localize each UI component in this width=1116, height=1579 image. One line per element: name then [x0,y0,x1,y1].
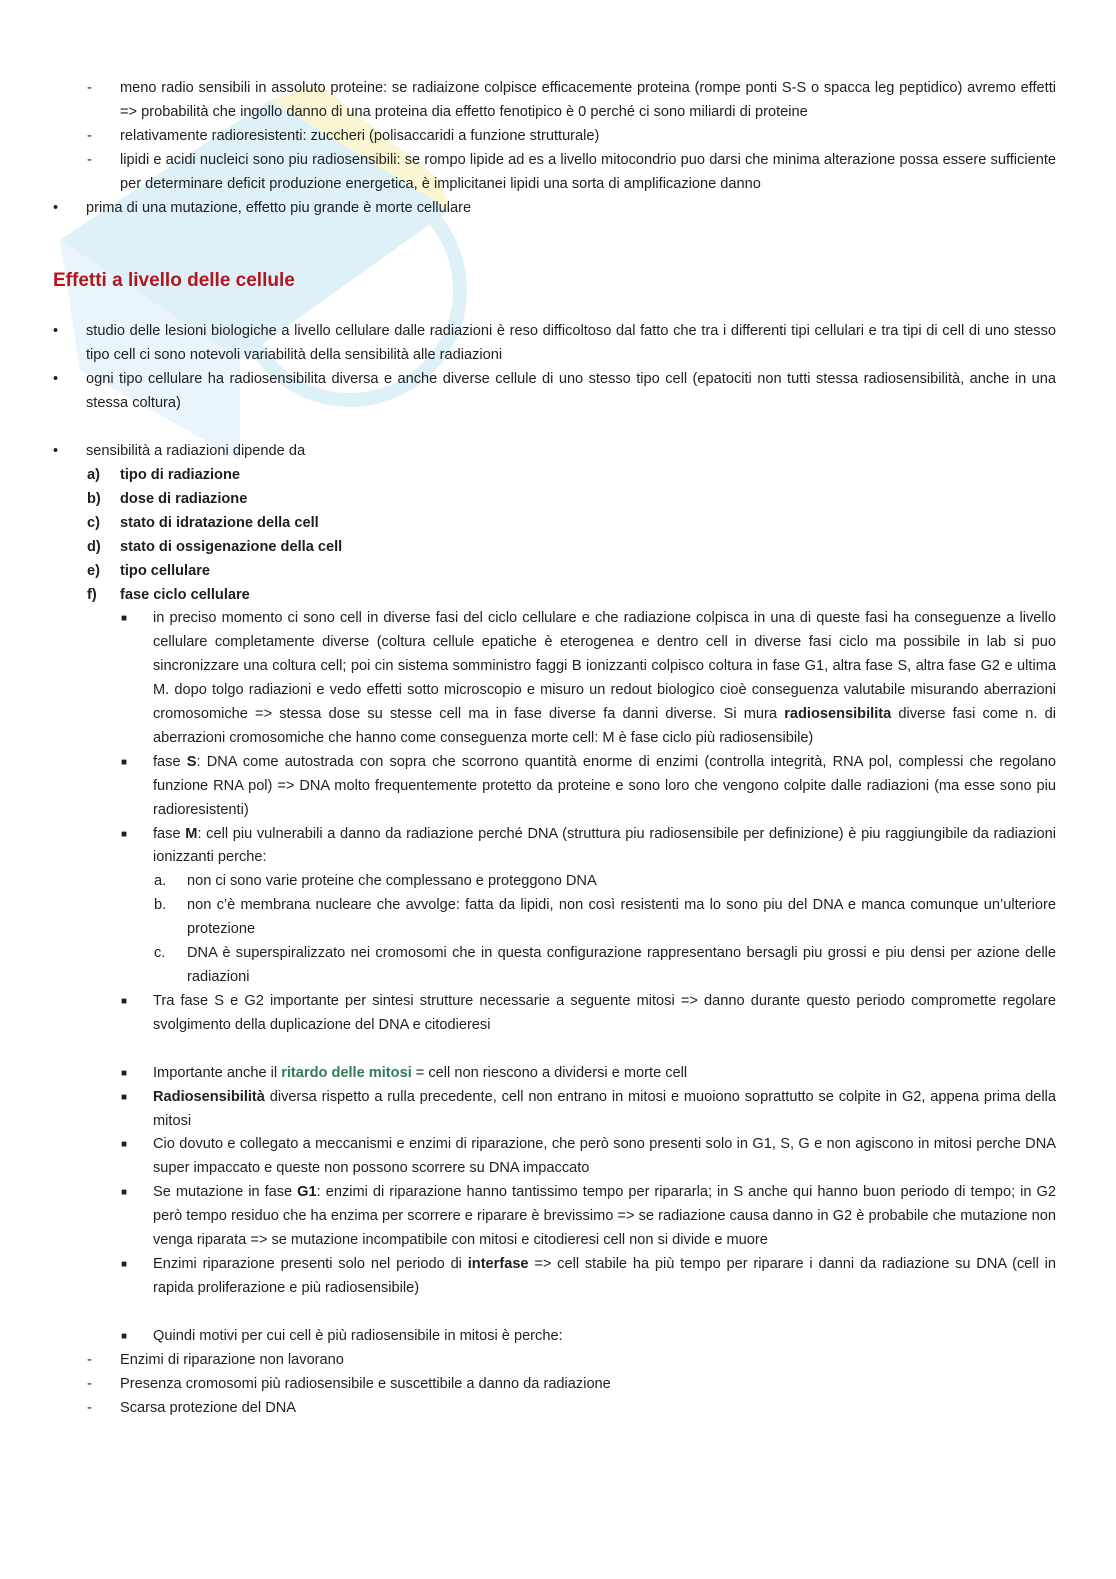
reason-item [154,942,1056,990]
text-segment: Enzimi riparazione presenti solo nel periodo di [153,1255,468,1272]
item-text: prima di una mutazione, effetto piu grande è morte cellulare [86,199,472,216]
square-marker: ■ [121,756,128,768]
list-item [87,1349,1056,1373]
factor-item [87,464,1056,488]
text-segment: Importante anche il [153,1064,282,1081]
factor-label: dose di radiazione [120,490,248,507]
bullet-marker: • [53,199,59,216]
square-marker: ■ [121,1330,128,1342]
factor-item [87,512,1056,536]
list-item [53,197,1056,221]
text-segment: Se mutazione in fase [153,1184,298,1201]
factor-label: tipo cellulare [120,562,211,579]
list-item [121,1062,1056,1086]
reason-marker: b. [154,897,167,914]
bold-term: radiosensibilita [784,706,892,723]
reason-marker: c. [154,945,166,962]
square-marker: ■ [121,1139,128,1151]
list-item [121,607,1056,750]
list-item [121,823,1057,871]
square-marker: ■ [121,828,128,840]
list-item [121,1133,1056,1181]
item-text: sensibilità a radiazioni dipende da [86,443,306,460]
square-marker: ■ [121,1258,128,1270]
item-text: lipidi e acidi nucleici sono piu radiosensibili: se rompo lipide ad es a livello mitocondrio puo darsi che minima alterazione possa essere sufficiente per determinare deficit produzione energetica, è implicitanei lipidi una sorta di amplificazione danno [120,151,1056,192]
item-text: Tra fase S e G2 importante per sintesi strutture necessarie a seguente mitosi => danno durante questo periodo compromette regolare svolgimento della duplicazione del DNA e citodieresi [153,992,1056,1033]
factor-item [87,560,1056,584]
list-item [53,320,1056,368]
text-segment: => cell stabile ha più tempo per riparare i danni da radiazione su DNA (cell in rapida proliferazione e più radiosensibile) [153,1255,1056,1296]
dash-marker: - [87,1399,92,1416]
bullet-marker: • [53,443,59,460]
list-item [53,440,1056,464]
list-item [87,125,1056,149]
factor-marker: f) [87,586,97,603]
item-text: studio delle lesioni biologiche a livello cellulare dalle radiazioni è reso difficoltoso dal fatto che tra i differenti tipi cellulari e tra tipi di cell di uno stesso tipo cell ci sono notevoli variabilità della sensibilità alle radiazioni [86,323,1056,364]
item-text: relativamente radioresistenti: zuccheri (polisaccaridi a funzione strutturale) [120,127,600,144]
factor-label: tipo di radiazione [120,466,240,483]
item-text: Scarsa protezione del DNA [120,1399,297,1416]
list-item [87,1397,1056,1421]
section-heading: Effetti a livello delle cellule [53,270,295,292]
factor-label: fase ciclo cellulare [120,586,250,603]
reason-text: non c’è membrana nucleare che avvolge: fatta da lipidi, non così resistenti ma lo sono piu del DNA e manca comunque un’ulteriore protezione [187,897,1056,938]
text-segment: diversa rispetto a rulla precedente, cell non entrano in mitosi e muoiono soprattutto se colpite in G2, appena prima della mitosi [153,1088,1056,1129]
list-item [87,77,1056,125]
list-item [121,1181,1056,1253]
bullet-marker: • [53,323,59,340]
reason-item [154,870,1056,894]
reason-text: non ci sono varie proteine che complessano e proteggono DNA [187,873,597,890]
factor-item [87,488,1056,512]
item-text: ogni tipo cellulare ha radiosensibilita diversa e anche diverse cellule di uno stesso tipo cell (epatociti non tutti stessa radiosensibilità, anche in una stessa coltura) [86,371,1056,412]
text-segment: fase [153,753,187,770]
list-item [121,1325,1056,1349]
list-item [53,368,1056,416]
list-item [121,1086,1056,1134]
bold-term: M [185,825,198,842]
factor-marker: b) [87,490,101,507]
text-segment: diverse fasi come n. di aberrazioni cromosomiche che hanno come conseguenza morte cell: M è fase ciclo più radiosensibile) [153,706,1056,746]
square-marker: ■ [121,1091,128,1103]
factor-marker: d) [87,538,101,555]
square-marker: ■ [121,995,128,1007]
dash-marker: - [87,127,92,144]
text-segment: fase [153,825,186,842]
dash-marker: - [87,1351,92,1368]
factor-label: stato di ossigenazione della cell [120,538,343,555]
item-text: meno radio sensibili in assoluto proteine: se radiaizone colpisce efficacemente proteina (rompe ponti S-S o spacca leg peptidico) avremo effetti => probabilità che ingollo danno di una proteina dia effetto fenotipico è 0 perché ci sono miliardi di proteine [120,80,1056,120]
item-text: Cio dovuto e collegato a meccanismi e enzimi di riparazione, che però sono presenti solo in G1, S, G e non agiscono in mitosi perche DNA super impaccato e queste non possono scorrere su DNA impaccato [153,1136,1056,1177]
item-text: Quindi motivi per cui cell è più radiosensibile in mitosi è perche: [153,1327,563,1344]
bold-term: G1 [297,1184,317,1201]
text-segment: : DNA come autostrada con sopra che scorrono quantità enorme di enzimi (controlla integrità, RNA pol, complessi che regolano funzione RNA pol) => DNA molto frequentemente protetto da proteine e sono loro che vengono colpite dalle radiazioni (ma esse sono piu radioresistenti) [153,753,1056,818]
reason-marker: a. [154,873,167,890]
square-marker: ■ [121,1187,128,1199]
item-text: Presenza cromosomi più radiosensibile e suscettibile a danno da radiazione [120,1375,611,1392]
factor-marker: c) [87,514,100,531]
bullet-marker: • [53,371,59,388]
factor-item [87,584,1056,608]
list-item [87,149,1056,197]
dash-marker: - [87,80,92,96]
square-marker: ■ [121,1067,128,1079]
list-item [87,1373,1056,1397]
square-marker: ■ [121,613,128,625]
item-text: Enzimi di riparazione non lavorano [120,1351,344,1368]
list-item [121,1253,1056,1301]
factor-item [87,536,1056,560]
list-item [121,990,1056,1038]
dash-marker: - [87,151,92,168]
dash-marker: - [87,1375,92,1392]
bold-term: S [186,753,197,770]
reason-item [154,894,1056,942]
factor-marker: e) [87,562,100,579]
text-segment: : enzimi di riparazione hanno tantissimo tempo per ripararla; in S anche qui hanno buon periodo di tempo; in G2 però tempo residuo che ha enzima per scorrere e riparare è brevissimo => se radiazione causa danno in G2 è probabile che mutazione non venga riparata => se mutazione incompatibile con mitosi e citodieresi cell non si divide e muore [153,1184,1056,1249]
reason-text: DNA è superspiralizzato nei cromosomi che in questa configurazione rappresentano bersagli piu grossi e piu densi per azione delle radiazioni [187,945,1056,985]
factor-marker: a) [87,466,100,483]
list-item [121,751,1056,823]
highlight-term: ritardo delle mitosi [281,1064,412,1081]
factor-label: stato di idratazione della cell [120,514,319,531]
text-segment: : cell piu vulnerabili a danno da radiazione perché DNA (struttura piu radiosensibile per definizione) è piu raggiungibile da radiazioni ionizzanti perche: [153,825,1057,866]
bold-term: Radiosensibilità [153,1088,265,1105]
text-segment: in preciso momento ci sono cell in diverse fasi del ciclo cellulare e che radiazione colpisca in una di queste fasi ha conseguenze a livello cellulare completamente diverse (coltura cellule epatiche è eterogenea e dentro cell in diverse fasi ciclo ma possibile in lab si puo sincronizzare una coltura cell; poi cin sistema somministro faggi B ionizzanti colpisco coltura in fase G1, altra fase S, altra fase G2 e ultima M. dopo tolgo radiazioni e vedo effetti sotto microscopio e misuro un redout biologico cioè conseguenza valutabile misurando aberrazioni cromosomiche => stessa dose su stesse cell ma in fase diverse fa danni diverse. Si mura [153,610,1056,723]
text-segment: = cell non riescono a dividersi e morte cell [411,1064,688,1081]
bold-term: interfase [467,1255,529,1272]
